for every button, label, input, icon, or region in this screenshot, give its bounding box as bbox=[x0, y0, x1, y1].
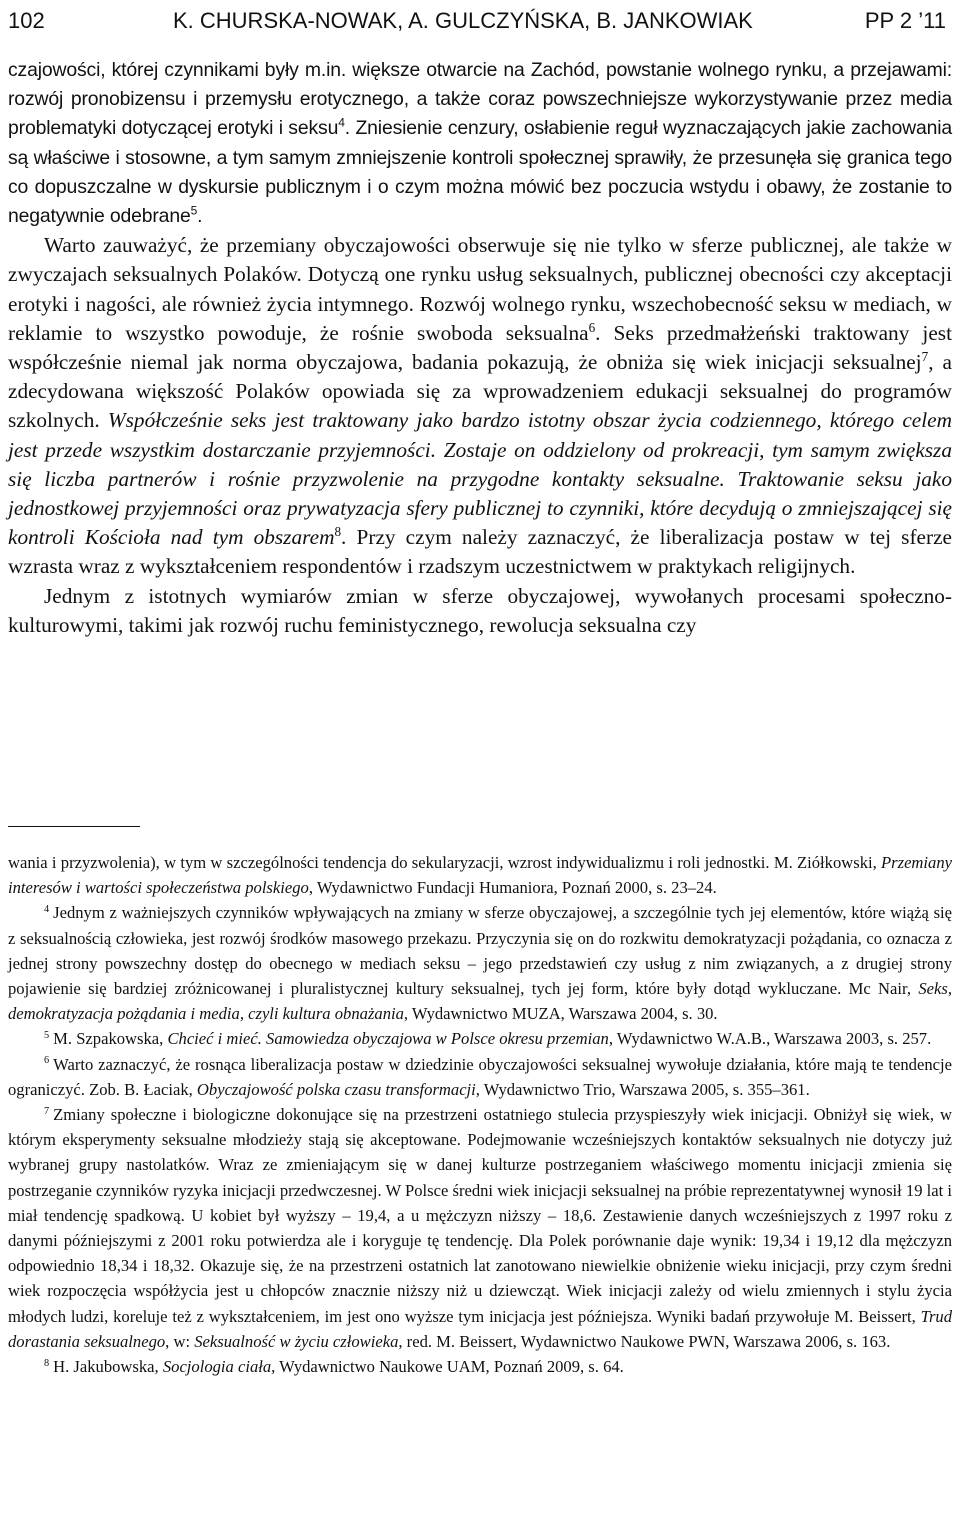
footnote-ref-6[interactable]: 6 bbox=[588, 319, 596, 335]
text-run: , Wydawnictwo MUZA, Warszawa 2004, s. 30. bbox=[403, 1004, 718, 1024]
italic-run: Przemiany interesów i wartości społeczeństwa polskiego bbox=[8, 853, 952, 898]
body-paragraph-1 bbox=[8, 56, 952, 231]
footnote-separator bbox=[8, 826, 140, 827]
footnote-marker: 4 bbox=[44, 903, 50, 915]
running-header-authors: K. CHURSKA-NOWAK, A. GULCZYŃSKA, B. JANKOWIAK bbox=[173, 8, 753, 33]
main-text bbox=[8, 56, 952, 640]
italic-run: Seks, demokratyzacja pożądania i media, czyli kultura obnażania bbox=[8, 979, 952, 1024]
text-run: . Przy czym należy zaznaczyć, że liberalizacja postaw w tej sferze wzrasta wraz z wykształceniem respondentów i rzadszym uczestnictwem w praktykach religijnych. bbox=[8, 525, 952, 579]
text-run: . Seks przedmałżeński traktowany jest współcześnie niemal jak norma obyczajowa, badania pokazują, że obniża się wiek inicjacji seksualnej bbox=[8, 320, 952, 375]
footnote-ref-8[interactable]: 8 bbox=[334, 524, 342, 540]
footnote-ref-4[interactable]: 4 bbox=[338, 115, 345, 130]
footnote-marker: 6 bbox=[44, 1055, 50, 1067]
italic-run: Socjologia ciała bbox=[162, 1357, 272, 1377]
footnote-marker: 8 bbox=[44, 1357, 50, 1369]
text-run: , Wydawnictwo Trio, Warszawa 2005, s. 355–361. bbox=[475, 1079, 810, 1099]
running-header-journal: PP 2 ’11 bbox=[864, 8, 946, 33]
text-run: , red. M. Beissert, Wydawnictwo Naukowe PWN, Warszawa 2006, s. 163. bbox=[398, 1331, 891, 1351]
footnote-ref-5[interactable]: 5 bbox=[190, 203, 198, 218]
footnote-7 bbox=[8, 1102, 952, 1354]
text-run: , Wydawnictwo Naukowe UAM, Poznań 2009, s. 64. bbox=[271, 1357, 624, 1377]
text-run: , Wydawnictwo Fundacji Humaniora, Poznań 2000, s. 23–24. bbox=[308, 878, 717, 898]
running-header bbox=[8, 4, 952, 38]
text-run: , a zdecydowana większość Polaków opowiada się za wprowadzeniem edukacji seksualnej do programów szkolnych. bbox=[8, 350, 952, 433]
footnotes bbox=[8, 850, 952, 1379]
text-run: Jednym z istotnych wymiarów zmian w sferze obyczajowej, wywołanych procesami społeczno-kulturowymi, takimi jak rozwój ruchu feministycznego, rewolucja seksualna czy bbox=[8, 583, 952, 637]
footnote-marker: 5 bbox=[44, 1029, 50, 1041]
footnote-5 bbox=[8, 1026, 952, 1051]
text-run: , w: bbox=[165, 1331, 195, 1351]
italic-run: Współcześnie seks jest traktowany jako bardzo istotny obszar życia codziennego, którego celem jest przede wszystkim dostarczanie przyjemności. Zostaje on oddzielony od prokreacji, tym samym zwiększa się liczba partnerów i rośnie przyzwolenie na przygodne kontakty seksualne. Traktowanie seksu jako jednostkowej przyjemności oraz prywatyzacja sfery publicznej to czynniki, które decydują o zmniejszającej się kontroli Kościoła nad tym obszarem bbox=[8, 408, 952, 550]
text-run: Warto zauważyć, że przemiany obyczajowości obserwuje się nie tylko w sferze publicznej, ale także w zwyczajach seksualnych Polaków. Dotyczą one rynku usług seksualnych, publicznej obecności czy akceptacji erotyki i nagości, ale również życia intymnego. Rozwój wolnego rynku, wszechobecność seksu w mediach, w reklamie to wszystko powoduje, że rośnie swoboda seksualna bbox=[8, 233, 952, 345]
footnote-8 bbox=[8, 1354, 952, 1379]
text-run: H. Jakubowska, bbox=[53, 1357, 163, 1377]
footnote-6 bbox=[8, 1052, 952, 1102]
footnote-ref-7[interactable]: 7 bbox=[921, 348, 929, 364]
italic-run: Chcieć i mieć. Samowiedza obyczajowa w Polsce okresu przemian bbox=[167, 1029, 609, 1049]
text-run: . bbox=[197, 205, 203, 228]
text-run: Jednym z ważniejszych czynników wpływających na zmiany w sferze obyczajowej, a szczególnie tych jej elementów, które wiążą się z seksualnością człowieka, jest rozwój środków masowego przekazu. Przyczynia się on do rozkwitu demokratyzacji pożądania, co oznacza z jednej strony powszechny dostęp do obecnego w mediach seksu – jego przedstawień czy usług z nim związanych, a z drugiej strony pojawienie się bardziej zróżnicowanej i pluralistycznej kultury seksualnej, tych jej form, które były dotąd wykluczane. Mc Nair, bbox=[8, 903, 952, 999]
page-number: 102 bbox=[8, 8, 45, 33]
footnote-continuation bbox=[8, 850, 952, 900]
italic-run: Obyczajowość polska czasu transformacji bbox=[196, 1079, 476, 1099]
text-run: Zmiany społeczne i biologiczne dokonujące się na przestrzeni ostatniego stulecia przyspieszyły wiek inicjacji. Obniżył się wiek, w którym eksperymenty seksualne młodzieży stają się akceptowane. Podejmowanie wcześniejszych kontaktów seksualnych nie dotyczy już wybranej grupy nastolatków. Wraz ze zmieniającym się w danej kulturze postrzeganiem właściwego momentu inicjacji zmienia się postrzeganie czynników ryzyka inicjacji przedwczesnej. W Polsce średni wiek inicjacji seksualnej na próbie reprezentatywnej wynosił 19 lat i miał tendencję spadkową. U kobiet był wyższy – 19,4, a u mężczyzn niższy – 18,6. Zestawienie danych wcześniejszych z 1997 roku z danymi późniejszymi z 2001 roku potwierdza ale i koryguje tę tendencję. Dla Polek porównanie daje wynik: 19,34 i 19,12 dla mężczyzn odpowiednio 18,34 i 18,32. Okazuje się, że na przestrzeni ostatnich lat zanotowano niewielkie obniżenie wieku inicjacji, przy czym średni wiek rozpoczęcia współżycia jest u chłopców znacznie niższy niż u dziewcząt. Wiek inicjacji zależy od wielu zmiennych i stylu życia młodych ludzi, koreluje też z wykształceniem, im jest ono wyższe tym inicjacja jest późniejsza. Wyniki badań przywołuje M. Beissert, bbox=[8, 1105, 952, 1326]
text-run: . Zniesienie cenzury, osłabienie reguł wyznaczających jakie zachowania są właściwe i stosowne, a tym samym zmniejszenie kontroli społecznej sprawiły, że przesunęła się granica tego co dopuszczalne w dyskursie publicznym i o czym można mówić bez poczucia wstydu i obawy, że zostanie to negatywnie odebrane bbox=[8, 117, 953, 228]
text-run: Warto zaznaczyć, że rosnąca liberalizacja postaw w dziedzinie obyczajowości seksualnej wywołuje działania, które mają te tendencje ograniczyć. Zob. B. Łaciak, bbox=[8, 1054, 952, 1099]
italic-run: Seksualność w życiu człowieka bbox=[194, 1331, 399, 1351]
body-paragraph-2 bbox=[8, 231, 952, 581]
text-run: czajowości, której czynnikami były m.in. większe otwarcie na Zachód, powstanie wolnego rynku, a przejawami: rozwój pronobizensu i przemysłu erotycznego, a także coraz powszechniejsze wykorzystywanie przez media problematyki dotyczącej erotyki i seksu bbox=[8, 59, 952, 140]
body-paragraph-3 bbox=[8, 582, 952, 640]
footnote-marker: 7 bbox=[44, 1105, 50, 1117]
italic-run: Trud dorastania seksualnego bbox=[8, 1306, 952, 1351]
text-run: wania i przyzwolenia), w tym w szczególności tendencja do sekularyzacji, wzrost indywidualizmu i roli jednostki. M. Ziółkowski, bbox=[8, 853, 882, 872]
text-run: , Wydawnictwo W.A.B., Warszawa 2003, s. 257. bbox=[608, 1029, 932, 1049]
footnote-4 bbox=[8, 900, 952, 1026]
text-run: M. Szpakowska, bbox=[53, 1029, 168, 1049]
